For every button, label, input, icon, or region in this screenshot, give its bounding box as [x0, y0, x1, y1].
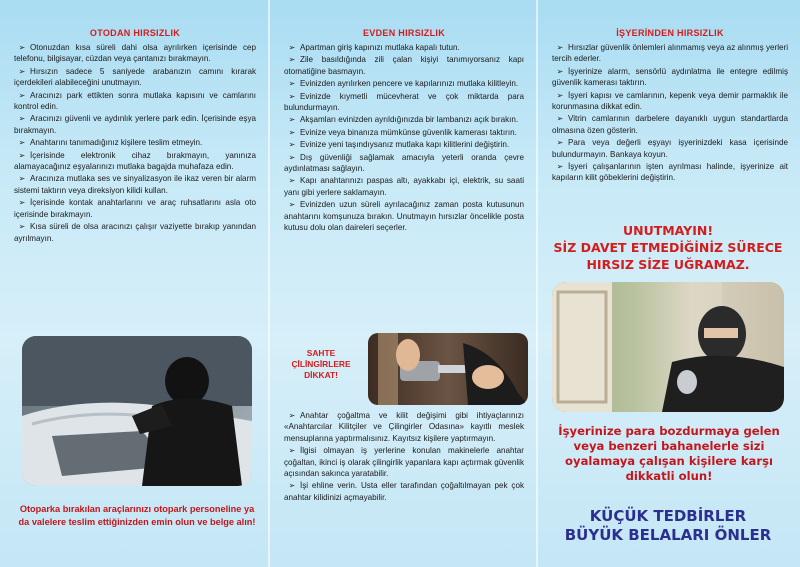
tip-text: Anahtar çoğaltma ve kilit değişimi gibi ihtiyaçlarınızı «Anahtarcılar Kilitçiler ve Çilingirler Odasına» kayıtlı meslek mensuplarına yaptırmalısınız. Kayıtsız kişilere yaptırmayın.: [284, 411, 524, 443]
reminder-line-1: UNUTMAYIN!: [622, 223, 714, 238]
arrow-bullet-icon: ➢: [18, 66, 26, 76]
tip-text: Evinize veya binanıza mümkünse güvenlik kamerası taktırın.: [300, 127, 517, 137]
tip-text: Aracınızı güvenli ve aydınlık yerlere park edin. İçerisinde eşya bırakmayın.: [14, 114, 256, 135]
tip-text: İçerisinde elektronik cihaz bırakmayın, yanınıza alamayacağınız eşyalarınızı mutlaka bagajda muhafaza edin.: [14, 150, 256, 172]
tip-text: Hırsızlar güvenlik önlemleri alınmamış veya az alınmış yerleri tercih ederler.: [552, 43, 788, 64]
slogan-block: [552, 507, 784, 545]
arrow-bullet-icon: ➢: [288, 411, 296, 420]
tip-text: Akşamları evinizden ayrıldığınızda bir lambanızı açık bırakın.: [300, 115, 519, 125]
tip-text: Zile basıldığında zili çalan kişiyi tanımıyorsanız kapı otomatiğine basmayın.: [284, 55, 524, 76]
car-warning-caption: Otoparka bırakılan araçlarınızı otopark personeline ya da valelere teslim ettiğinizden emin olun ve belge alın!: [18, 504, 256, 527]
workplace-warning-caption: İşyerinize para bozdurmaya gelen veya benzeri bahanelerle sizi oyalamaya çalışan kişilere karşı dikkatli olun!: [558, 424, 780, 483]
arrow-bullet-icon: ➢: [288, 200, 296, 210]
arrow-bullet-icon: ➢: [18, 114, 26, 124]
arrow-bullet-icon: ➢: [288, 55, 296, 65]
slogan-line-2: BÜYÜK BELALARI ÖNLER: [564, 526, 772, 544]
tip-item: [14, 173, 256, 196]
tip-item: [284, 445, 524, 479]
arrow-bullet-icon: ➢: [18, 43, 26, 52]
tip-item: [284, 114, 524, 125]
tip-item: [552, 161, 788, 184]
arrow-bullet-icon: ➢: [288, 115, 296, 125]
tip-text: İçerisinde kontak anahtarlarını ve araç ruhsatlarını asla oto içerisinde bırakmayın.: [14, 198, 256, 219]
arrow-bullet-icon: ➢: [288, 140, 296, 150]
arrow-bullet-icon: ➢: [18, 174, 26, 184]
fake-label-line-1: SAHTE: [306, 348, 336, 358]
arrow-bullet-icon: ➢: [18, 222, 26, 232]
slogan-line-1: KÜÇÜK TEDBİRLER: [589, 507, 747, 525]
tip-item: [14, 137, 256, 148]
arrow-bullet-icon: ➢: [288, 446, 296, 456]
tip-text: Evinizden uzun süreli ayrılacağınız zaman posta kutusunun anahtarını komşunuza bırakın. Unutmayın hırsızlar öncelikle posta kutusu dolu olan daireleri seçerler.: [284, 200, 524, 233]
tip-item: [284, 410, 524, 444]
tip-text: Dış güvenliği sağlamak amacıyla yeterli oranda çevre aydınlatması sağlayın.: [284, 152, 524, 174]
tip-item: [14, 90, 256, 113]
reminder-line-2: SİZ DAVET ETMEDİĞİNİZ SÜRECE: [553, 240, 783, 255]
tip-item: [14, 113, 256, 136]
tip-item: [14, 66, 256, 89]
lockpick-photo: [368, 333, 528, 405]
tip-item: [284, 175, 524, 198]
tip-item: [284, 78, 524, 89]
tip-item: [284, 54, 524, 77]
arrow-bullet-icon: ➢: [556, 114, 564, 124]
tip-text: Evinizde kıymetli mücevherat ve çok miktarda para bulundurmayın.: [284, 91, 524, 113]
workplace-tips-list: [552, 42, 788, 184]
tip-item: [284, 139, 524, 150]
tip-text: Otonuzdan kısa süreli dahi olsa ayrılırken içerisinde cep telefonu, bilgisayar, cüzdan veya çantanızı bırakmayın.: [14, 43, 256, 64]
tip-text: Para veya değerli eşyayı işyerinizdeki kasa içerisinde bulundurmayın. Bankaya koyun.: [552, 138, 788, 159]
tip-text: Kapı anahtarınızı paspas altı, ayakkabı içi, elektrik, su saati yanı gibi yerlere saklamayın.: [284, 176, 524, 197]
panel-title-car: OTODAN HIRSIZLIK: [89, 28, 181, 38]
tip-text: Vitrin camlarının darbelere dayanıklı uygun standartlarda olmasına özen gösterin.: [552, 114, 788, 135]
tip-item: [552, 42, 788, 65]
tip-item: [552, 66, 788, 89]
tip-text: İlgisi olmayan iş yerlerine konulan makinelerle anahtar çoğaltan, ikinci iş olarak çilingirlik yapanlara kapı açtırmak güvenlik açısından sakınca yaratabilir.: [284, 446, 524, 479]
tip-text: İşyeri kapısı ve camlarının, kepenk veya demir parmaklık ile korunmasına dikkat edin.: [552, 90, 788, 112]
reminder-line-3: HIRSIZ SİZE UĞRAMAZ.: [586, 257, 750, 272]
reminder-block: [552, 222, 784, 273]
arrow-bullet-icon: ➢: [556, 43, 564, 52]
fake-locksmith-label: [280, 348, 362, 381]
home-tips-list: [284, 42, 524, 234]
tip-text: Evinize yeni taşındıysanız mutlaka kapı kilitlerini değiştirin.: [300, 140, 510, 150]
tip-item: [552, 113, 788, 136]
tip-text: Hırsızın sadece 5 saniyede arabanızın camını kırarak içerdekileri alabileceğini unutmayın.: [14, 66, 256, 88]
tip-text: İşyerinize alarm, sensörlü aydınlatma ile entegre edilmiş güvenlik kamerası taktırın.: [552, 66, 788, 88]
tip-item: [284, 42, 524, 53]
tip-text: Evinizden ayrılırken pencere ve kapılarınızı mutlaka kilitleyin.: [300, 79, 519, 89]
tip-text: İşyeri çalışanlarının işten ayrılması halinde, işyerinize ait kapıların kilit göbeklerini değiştirin.: [552, 162, 788, 183]
tip-item: [14, 150, 256, 173]
arrow-bullet-icon: ➢: [18, 150, 26, 160]
tip-item: [284, 152, 524, 175]
fake-label-line-3: DİKKAT!: [304, 370, 338, 380]
arrow-bullet-icon: ➢: [288, 79, 296, 89]
fake-label-line-2: ÇİLİNGİRLERE: [291, 359, 351, 369]
tip-item: [284, 127, 524, 138]
arrow-bullet-icon: ➢: [288, 91, 296, 101]
arrow-bullet-icon: ➢: [288, 481, 296, 491]
arrow-bullet-icon: ➢: [288, 176, 296, 186]
arrow-bullet-icon: ➢: [556, 162, 564, 172]
tip-text: Kısa süreli de olsa aracınızı çalışır vaziyette bırakıp yanından ayrılmayın.: [14, 222, 256, 243]
panel-title-workplace: İŞYERİNDEN HIRSIZLIK: [616, 28, 724, 38]
tip-text: Apartman giriş kapınızı mutlaka kapalı tutun.: [300, 43, 460, 52]
car-tips-list: [14, 42, 256, 244]
tip-text: Aracınızı park ettikten sonra mutlaka kapısını ve camlarını kontrol edin.: [14, 90, 256, 112]
arrow-bullet-icon: ➢: [288, 152, 296, 162]
tip-text: Aracınıza mutlaka ses ve sinyalizasyon ile ikaz veren bir alarm sistemi taktırın veya direksiyon kilidi kullan.: [14, 174, 256, 195]
arrow-bullet-icon: ➢: [18, 138, 26, 148]
tip-text: Anahtarını tanımadığınız kişilere teslim etmeyin.: [30, 138, 203, 148]
arrow-bullet-icon: ➢: [556, 138, 564, 148]
tip-item: [284, 199, 524, 233]
tip-item: [552, 137, 788, 160]
tip-item: [284, 91, 524, 114]
tip-item: [284, 480, 524, 503]
tip-item: [14, 42, 256, 65]
tip-item: [14, 197, 256, 220]
car-thief-photo: [22, 336, 252, 486]
panel-title-home: EVDEN HIRSIZLIK: [362, 28, 445, 38]
tip-item: [552, 90, 788, 113]
arrow-bullet-icon: ➢: [556, 66, 564, 76]
arrow-bullet-icon: ➢: [288, 127, 296, 137]
arrow-bullet-icon: ➢: [288, 43, 296, 52]
tip-item: [14, 221, 256, 244]
arrow-bullet-icon: ➢: [556, 90, 564, 100]
workplace-thief-photo: [552, 282, 784, 412]
locksmith-tips-list: [284, 410, 524, 504]
arrow-bullet-icon: ➢: [18, 90, 26, 100]
tip-text: İşi ehline verin. Usta eller tarafından çoğaltılmayan pek çok anahtar kilidinizi açmayabilir.: [284, 481, 524, 502]
arrow-bullet-icon: ➢: [18, 198, 26, 208]
